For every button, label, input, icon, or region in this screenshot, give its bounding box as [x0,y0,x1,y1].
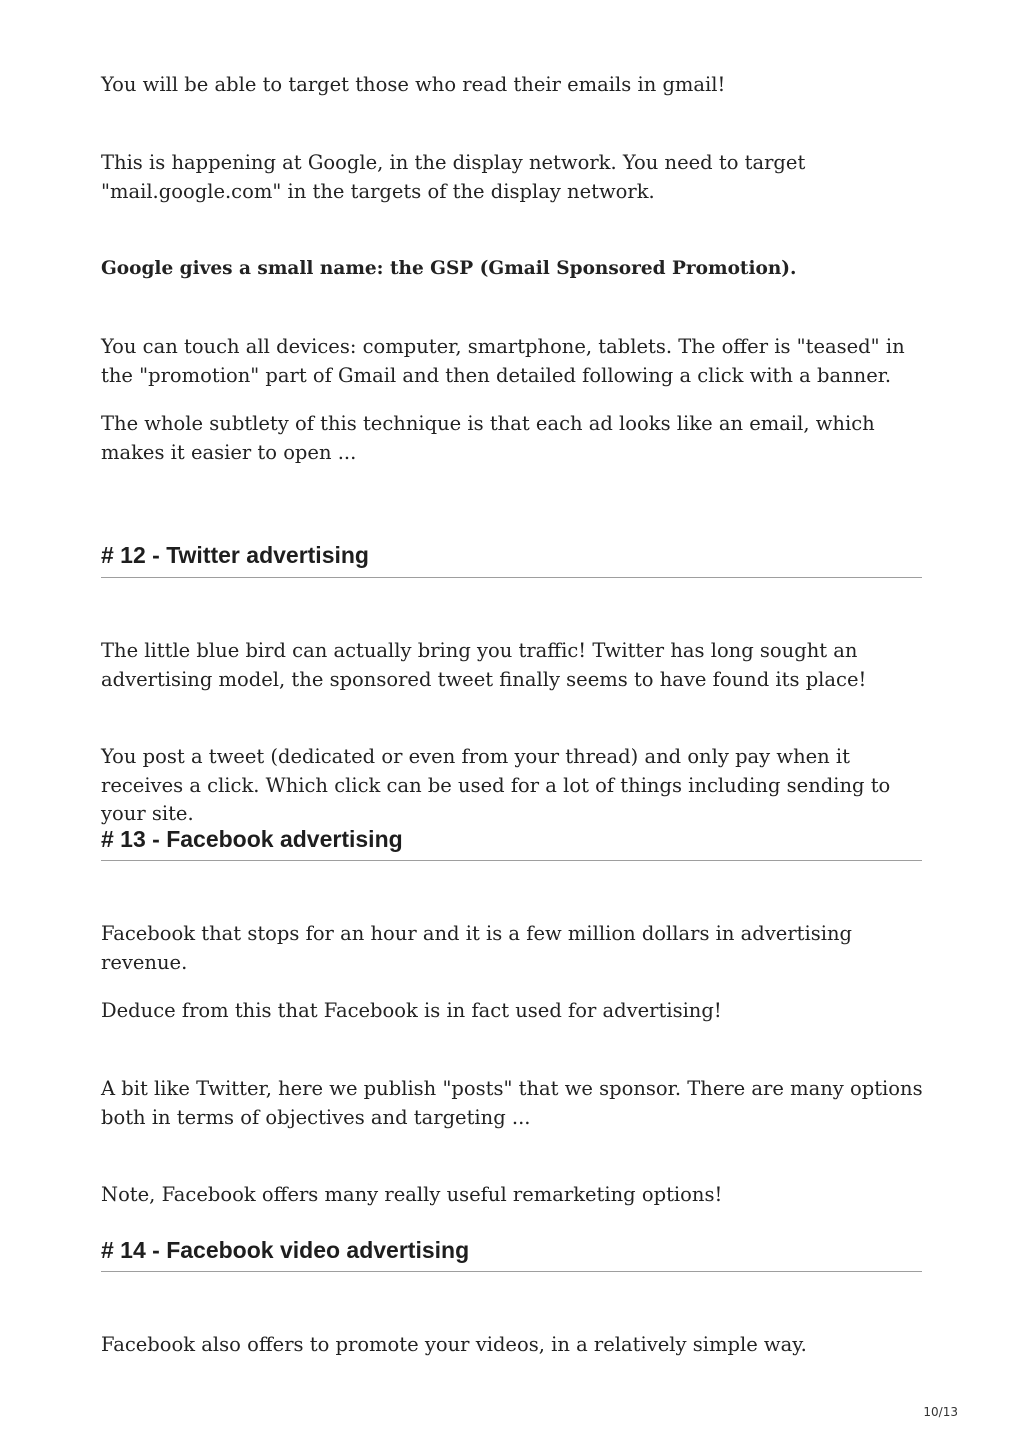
heading-facebook-advertising: # 13 - Facebook advertising [101,826,403,852]
page-number: 10/13 [923,1405,958,1419]
heading-divider [101,860,922,861]
paragraph-facebook-posts: A bit like Twitter, here we publish "posts" that we sponsor. There are many options both in terms of objectives and targeting ... [101,1077,923,1129]
paragraph-post-tweet: You post a tweet (dedicated or even from your thread) and only pay when it receives a click. Which click can be used for a lot of things including sending to your site. [101,745,891,825]
paragraph-gsp-name: Google gives a small name: the GSP (Gmail Sponsored Promotion). [101,258,797,279]
paragraph-devices: You can touch all devices: computer, smartphone, tablets. The offer is "teased" in the "promotion" part of Gmail and then detailed following a click with a banner. [101,335,905,387]
paragraph-facebook-revenue: Facebook that stops for an hour and it is a few million dollars in advertising revenue. [101,922,853,974]
heading-divider [101,577,922,578]
paragraph-subtlety: The whole subtlety of this technique is that each ad looks like an email, which makes it easier to open ... [101,412,875,464]
paragraph-blue-bird: The little blue bird can actually bring you traffic! Twitter has long sought an advertising model, the sponsored tweet finally seems to have found its place! [101,639,867,691]
heading-divider [101,1271,922,1272]
heading-facebook-video-advertising: # 14 - Facebook video advertising [101,1237,470,1263]
paragraph-facebook-deduce: Deduce from this that Facebook is in fact used for advertising! [101,999,722,1022]
paragraph-gmail-target: You will be able to target those who read their emails in gmail! [101,73,726,96]
paragraph-facebook-videos: Facebook also offers to promote your videos, in a relatively simple way. [101,1333,807,1356]
heading-twitter-advertising: # 12 - Twitter advertising [101,542,369,568]
paragraph-remarketing: Note, Facebook offers many really useful remarketing options! [101,1183,723,1206]
paragraph-display-network: This is happening at Google, in the display network. You need to target "mail.google.com" in the targets of the display network. [101,151,806,203]
